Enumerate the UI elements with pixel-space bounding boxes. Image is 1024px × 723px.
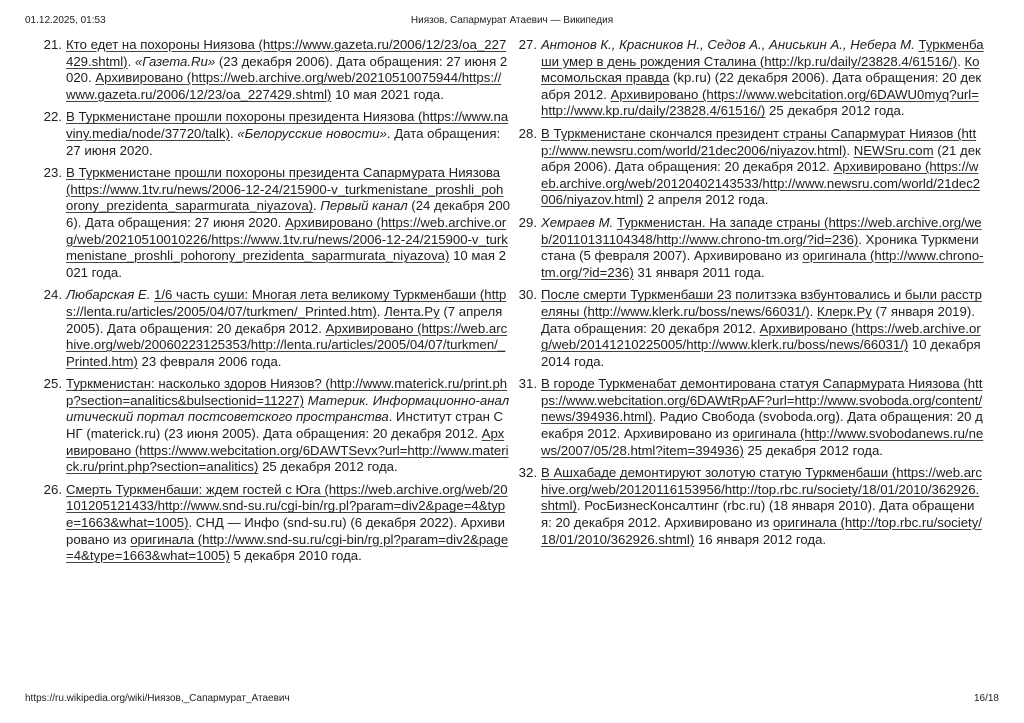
page-url: https://ru.wikipedia.org/wiki/Ниязов,_Сапармурат_Атаевич xyxy=(25,693,290,704)
reference-link[interactable]: Клерк.Ру xyxy=(816,303,872,319)
reference-text xyxy=(541,126,985,209)
reference-link[interactable]: После смерти Туркменбаши 23 политзэка взбунтовались и были расстреляны (http://www.klerk.ru/boss/news/66031/) xyxy=(541,287,982,319)
reference-plain-text: . xyxy=(313,198,321,214)
reference-item xyxy=(36,109,510,159)
reference-source-italic: Материк. Информационно-аналитический портал постсоветского пространства xyxy=(66,392,510,425)
reference-source-italic: Любарская Е. xyxy=(66,287,151,303)
reference-link[interactable]: Архивировано (https://web.archive.org/web/20141210225005/http://www.klerk.ru/boss/news/66031/) xyxy=(541,320,981,353)
reference-link[interactable]: В городе Туркменабат демонтирована статуя Сапармурата Ниязова (https://www.webcitation.org/6DAWtRpAF?url=http://www.svoboda.org/content/news/394936.html) xyxy=(541,376,983,425)
reference-link[interactable]: В Туркменистане прошли похороны президента Ниязова (https://www.naviny.media/node/37720/talk) xyxy=(66,109,509,141)
reference-plain-text: 25 декабря 2012 года. xyxy=(258,459,398,475)
reference-plain-text: (7 апреля 2005). Дата обращения: 20 декабря 2012. xyxy=(66,303,503,336)
reference-link[interactable]: оригинала (http://www.svobodanews.ru/news/2007/05/28.html?item=394936) xyxy=(541,426,984,458)
reference-text xyxy=(66,376,510,476)
reference-number: 28. xyxy=(518,125,537,141)
reference-text xyxy=(66,287,510,370)
reference-link[interactable]: оригинала (http://www.snd-su.ru/cgi-bin/rg.pl?param=div2&page=4&type=1663&what=1005) xyxy=(66,531,509,564)
reference-link[interactable]: Кто едет на похороны Ниязова (https://www.gazeta.ru/2006/12/23/oa_227429.shtml) xyxy=(66,37,507,69)
reference-plain-text: 5 декабря 2010 года. xyxy=(229,548,362,564)
reference-plain-text: 10 декабря 2014 года. xyxy=(541,337,981,369)
reference-number: 26. xyxy=(43,481,62,497)
reference-plain-text: . xyxy=(809,303,817,319)
reference-plain-text: (kp.ru) (22 декабря 2006). Дата обращения: 20 декабря 2012. xyxy=(541,70,982,102)
print-date: 01.12.2025, 01:53 xyxy=(25,15,106,26)
reference-item xyxy=(36,287,510,370)
reference-item xyxy=(511,215,985,281)
reference-number: 30. xyxy=(518,287,537,303)
reference-plain-text: . xyxy=(957,53,965,69)
reference-source-italic: Хемраев М. xyxy=(541,214,614,230)
reference-item xyxy=(511,126,985,209)
reference-plain-text: . Хроника Туркменистана (5 февраля 2007). Архивировано из xyxy=(541,231,979,264)
page-title: Ниязов, Сапармурат Атаевич — Википедия xyxy=(410,15,614,26)
reference-text xyxy=(66,165,510,281)
reference-link[interactable]: В Туркменистане прошли похороны президента Сапармурата Ниязова (https://www.1tv.ru/news/2006-12-24/215900-v_turkmenistane_proshli_pohorony_prezidenta_saparmurata_niyazova) xyxy=(66,165,504,214)
reference-number: 31. xyxy=(518,376,537,392)
reference-source-italic: «Газета.Ru» xyxy=(134,53,216,69)
reference-plain-text: . Дата обращения: 27 июня 2020. xyxy=(66,125,501,158)
reference-link[interactable]: Архивировано (https://web.archive.org/web/20120402143533/http://www.newsru.com/world/21dec2006/niyazov.html) xyxy=(541,159,981,208)
reference-number: 27. xyxy=(518,37,537,52)
reference-plain-text: . СНД — Инфо (snd-su.ru) (6 декабря 2022). Архивировано из xyxy=(66,515,506,547)
reference-link[interactable]: Архивировано (https://www.webcitation.org/6DAWTSevx?url=http://www.materick.ru/print.php?section=analitics) xyxy=(66,426,509,475)
reference-plain-text: 10 мая 2021 года. xyxy=(66,248,506,280)
reference-plain-text: 23 февраля 2006 года. xyxy=(137,353,282,369)
reference-text xyxy=(541,215,985,281)
reference-item xyxy=(511,465,985,548)
reference-link[interactable]: Туркменистан. На западе страны (https://web.archive.org/web/20110131104348/http://www.chrono-tm.org/?id=236) xyxy=(541,214,982,247)
reference-item xyxy=(36,165,510,281)
references-column-right xyxy=(511,37,985,554)
reference-plain-text: . Радио Свобода (svoboda.org). Дата обращения: 20 декабря 2012. Архивировано из xyxy=(541,409,983,442)
reference-plain-text: . xyxy=(376,303,385,319)
reference-source-italic: Антонов К., Красников Н., Седов А., Аниськин А., Небера М. xyxy=(541,37,915,52)
reference-plain-text: 16 января 2012 года. xyxy=(694,531,827,547)
reference-link[interactable]: оригинала (http://top.rbc.ru/society/18/01/2010/362926.shtml) xyxy=(541,515,982,547)
reference-source-italic: Первый канал xyxy=(320,198,408,214)
reference-item xyxy=(36,37,510,103)
reference-number: 22. xyxy=(43,109,62,125)
reference-link[interactable]: Архивировано (https://www.webcitation.org/6DAWU0myq?url=http://www.kp.ru/daily/23828.4/61516/) xyxy=(541,86,979,119)
reference-plain-text: (7 января 2019). Дата обращения: 20 декабря 2012. xyxy=(541,303,975,336)
reference-item xyxy=(511,287,985,370)
reference-source-italic: «Белорусские новости» xyxy=(237,125,387,141)
reference-plain-text: . xyxy=(846,142,854,158)
reference-link[interactable]: NEWSru.com xyxy=(853,142,934,158)
reference-link[interactable]: Смерть Туркменбаши: ждем гостей с Юга (https://web.archive.org/web/20101205121433/http://www.snd-su.ru/cgi-bin/rg.pl?param=div2&page=4&type=1663&what=1005) xyxy=(66,481,508,531)
reference-plain-text: 2 апреля 2012 года. xyxy=(643,192,769,208)
reference-item xyxy=(36,376,510,476)
reference-item xyxy=(511,376,985,459)
reference-number: 23. xyxy=(43,165,62,181)
reference-link[interactable]: Архивировано (https://web.archive.org/web/20210510010226/https://www.1tv.ru/news/2006-12-24/215900-v_turkmenistane_proshli_pohorony_prezidenta_saparmurata_niyazova) xyxy=(66,214,508,264)
reference-plain-text: (24 декабря 2006). Дата обращения: 27 июня 2020. xyxy=(66,198,510,230)
page-number: 16/18 xyxy=(973,693,999,704)
reference-link[interactable]: В Ашхабаде демонтируют золотую статую Туркменбаши (https://web.archive.org/web/20120116153956/http://top.rbc.ru/society/18/01/2010/362926.shtml) xyxy=(541,465,983,514)
reference-text xyxy=(541,37,985,120)
reference-number: 32. xyxy=(518,465,537,481)
reference-plain-text: (23 декабря 2006). Дата обращения: 27 июня 2020. xyxy=(66,53,508,86)
reference-number: 24. xyxy=(43,287,62,303)
reference-link[interactable]: Туркменистан: насколько здоров Ниязов? (http://www.materick.ru/print.php?section=analitics&bulsectionid=11227) xyxy=(66,376,508,408)
reference-number: 29. xyxy=(518,214,537,230)
reference-plain-text: 31 января 2011 года. xyxy=(633,264,765,280)
reference-text xyxy=(541,376,985,459)
reference-link[interactable]: 1/6 часть суши: Многая лета великому Туркменбаши (https://lenta.ru/articles/2005/04/07/turkmen/_Printed.htm) xyxy=(66,287,507,319)
reference-item xyxy=(36,482,510,565)
reference-item xyxy=(511,37,985,120)
reference-text xyxy=(66,109,510,159)
reference-link[interactable]: Архивировано (https://web.archive.org/web/20210510075944/https://www.gazeta.ru/2006/12/23/oa_227429.shtml) xyxy=(66,70,502,102)
reference-link[interactable]: Туркменбаши умер в день рождения Сталина (http://kp.ru/daily/23828.4/61516/) xyxy=(541,37,984,69)
reference-text xyxy=(66,482,510,565)
reference-plain-text: . Институт стран СНГ (materick.ru) (23 июня 2005). Дата обращения: 20 декабря 2012. xyxy=(66,409,504,442)
reference-link[interactable]: Лента.Ру xyxy=(384,303,440,319)
reference-number: 25. xyxy=(43,376,62,392)
references-column-left xyxy=(36,37,510,571)
reference-text xyxy=(66,37,510,103)
reference-plain-text: . xyxy=(229,125,238,141)
reference-link[interactable]: оригинала (http://www.chrono-tm.org/?id=236) xyxy=(541,248,984,280)
reference-plain-text: 25 декабря 2012 года. xyxy=(743,442,883,458)
reference-number: 21. xyxy=(43,37,62,52)
reference-plain-text: . РосБизнесКонсалтинг (rbc.ru) (18 января 2010). Дата обращения: 20 декабря 2012. Архивировано из xyxy=(541,498,975,531)
reference-link[interactable]: В Туркменистане скончался президент страны Сапармурат Ниязов (http://www.newsru.com/world/21dec2006/niyazov.html) xyxy=(541,125,977,158)
reference-plain-text: 25 декабря 2012 года. xyxy=(765,103,905,119)
reference-link[interactable]: Архивировано (https://web.archive.org/web/20060223125353/http://lenta.ru/articles/2005/04/07/turkmen/_Printed.htm) xyxy=(66,320,508,369)
reference-plain-text: (21 декабря 2006). Дата обращения: 20 декабря 2012. xyxy=(541,142,981,175)
reference-text xyxy=(541,465,985,548)
reference-plain-text: . xyxy=(127,53,135,69)
reference-text xyxy=(541,287,985,370)
reference-link[interactable]: Комсомольская правда xyxy=(541,53,980,86)
reference-plain-text: 10 мая 2021 года. xyxy=(331,86,444,102)
